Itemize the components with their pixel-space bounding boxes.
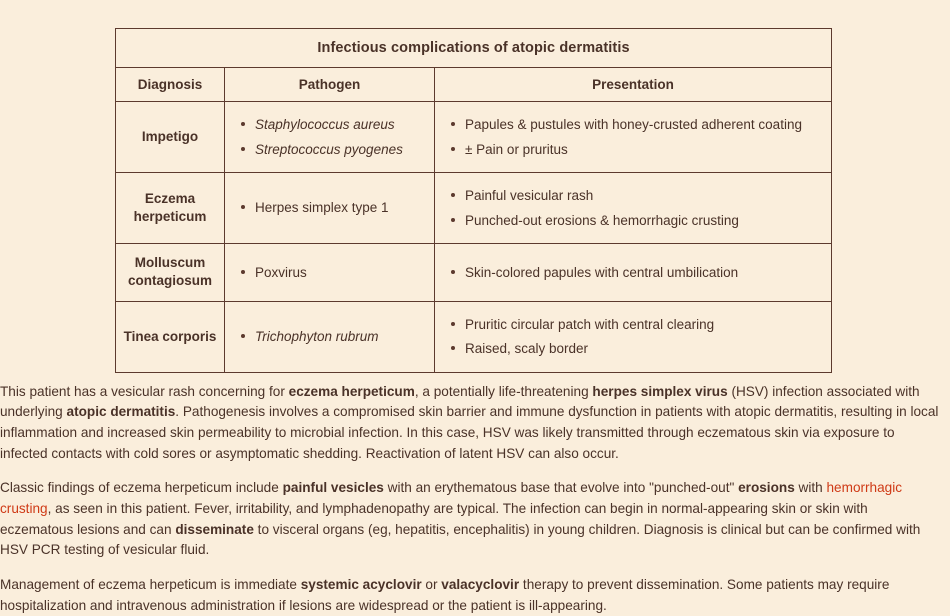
pathogen-item [239,115,424,135]
table-title: Infectious complications of atopic dermatitis [116,29,832,68]
presentation-item: Papules & pustules with honey-crusted adherent coating [449,115,821,135]
explanation-text [0,382,950,616]
presentation-item: Painful vesicular rash [449,186,821,206]
table-row [116,301,832,372]
pathogen-item [239,327,424,347]
table-header-row [116,68,832,102]
presentation-item: Pruritic circular patch with central clearing [449,315,821,335]
pathogen-item [239,140,424,160]
pathogen-list [239,327,424,347]
presentation-list [449,315,821,359]
emphasis-term: disseminate [175,521,254,537]
diagnosis-cell: Eczema herpeticum [116,173,225,244]
text-run: Classic findings of eczema herpeticum include [0,480,283,496]
column-header-diagnosis: Diagnosis [116,68,225,102]
presentation-item: ± Pain or pruritus [449,140,821,160]
paragraph [0,382,944,465]
pathogen-label: Poxvirus [255,264,307,280]
column-header-pathogen: Pathogen [225,68,435,102]
table-row [116,244,832,301]
infectious-complications-table [115,28,832,373]
pathogen-item [239,198,424,218]
table-row [116,173,832,244]
presentation-item: Skin-colored papules with central umbilication [449,263,821,283]
text-run: or [421,577,442,593]
text-run: Management of eczema herpeticum is immediate [0,577,301,593]
presentation-list [449,115,821,159]
emphasis-term: atopic dermatitis [66,404,176,420]
table-row [116,102,832,173]
text-run: with an erythematous base that evolve into "punched-out" [383,480,739,496]
pathogen-cell [225,301,435,372]
pathogen-list [239,115,424,159]
pathogen-cell [225,244,435,301]
paragraph [0,575,944,616]
text-run: , a potentially life-threatening [414,383,593,399]
presentation-list [449,186,821,230]
table-title-row [116,29,832,68]
emphasis-term: systemic acyclovir [300,577,422,593]
emphasis-term: valacyclovir [441,577,520,593]
emphasis-term: erosions [738,480,795,496]
presentation-cell [435,173,832,244]
pathogen-list [239,198,424,218]
pathogen-list [239,263,424,283]
diagnosis-cell: Tinea corporis [116,301,225,372]
presentation-cell [435,244,832,301]
table-body [116,29,832,373]
text-run: with [794,480,827,496]
presentation-item: Punched-out erosions & hemorrhagic crusting [449,211,821,231]
diagnosis-cell: Impetigo [116,102,225,173]
presentation-item: Raised, scaly border [449,339,821,359]
text-run: , as seen in this patient. Fever, irritability, and lymphadenopathy are typical. The infection can begin in normal-appearing skin or skin with eczematous lesions and can [0,501,868,537]
presentation-list [449,263,821,283]
text-run: This patient has a vesicular rash concerning for [0,383,289,399]
text-run: to visceral organs (eg, hepatitis, encephalitis) in young children. Diagnosis is clinical but can be confirmed with HSV PCR testing of vesicular fluid. [0,521,921,558]
pathogen-label: Trichophyton rubrum [255,328,379,344]
pathogen-label: Herpes simplex type 1 [255,200,389,216]
highlighted-term[interactable]: hemorrhagic crusting [0,480,903,517]
text-run: (HSV) infection associated with underlying [0,383,920,420]
pathogen-cell [225,102,435,173]
text-run: . Pathogenesis involves a compromised skin barrier and immune dysfunction in patients with atopic dermatitis, resulting in local inflammation and increased skin permeability to microbial infection. In this case, HSV was likely transmitted through eczematous skin via exposure to infected contacts with cold sores or asymptomatic shedding. Reactivation of latent HSV can also occur. [0,404,939,461]
text-run: therapy to prevent dissemination. Some patients may require hospitalization and intravenous administration if lesions are widespread or the patient is ill-appearing. [0,577,890,613]
pathogen-label: Staphylococcus aureus [255,117,395,132]
pathogen-label: Streptococcus pyogenes [255,141,403,157]
emphasis-term: herpes simplex virus [592,383,728,399]
pathogen-item [239,263,424,283]
presentation-cell [435,301,832,372]
emphasis-term: painful vesicles [282,480,384,496]
presentation-cell [435,102,832,173]
paragraph [0,478,944,561]
diagnosis-cell: Molluscum contagiosum [116,244,225,301]
pathogen-cell [225,173,435,244]
emphasis-term: eczema herpeticum [288,383,415,399]
column-header-presentation: Presentation [435,68,832,102]
